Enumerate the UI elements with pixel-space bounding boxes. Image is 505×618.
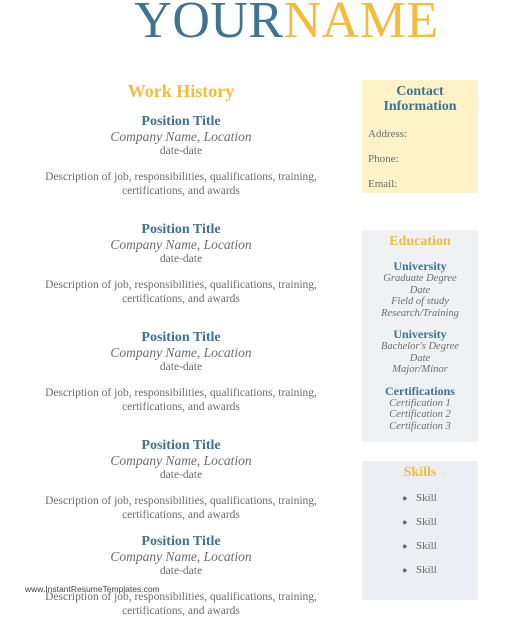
skills-title: Skills [362,461,478,480]
job-title: Position Title [35,438,327,453]
job-description [35,495,327,522]
certifications-title: Certifications [362,385,478,398]
job-title: Position Title [35,114,327,129]
email-label: Email: [368,178,478,190]
work-history-section [35,78,327,618]
job-company: Company Name, Location [35,345,327,361]
skill-item [402,564,478,576]
job-description-line: certifications, and awards [35,293,327,307]
job-description-line: certifications, and awards [35,605,327,618]
education-entry [362,260,478,319]
job-title: Position Title [35,222,327,237]
job-description-line: certifications, and awards [35,509,327,523]
job-date: date-date [35,145,327,158]
job-date: date-date [35,469,327,482]
university-name: University [362,260,478,273]
resume-header [0,0,505,52]
skill-label: Skill [416,492,437,504]
job-entry [35,330,327,414]
certification: Certification 1 [362,398,478,410]
job-description-line: Description of job, responsibilities, qualifications, training, [35,591,327,605]
certification: Certification 2 [362,409,478,421]
skill-item [402,516,478,528]
job-entry [35,222,327,306]
job-entry [35,114,327,198]
address-label: Address: [368,128,478,140]
field-of-study: Field of study [362,296,478,308]
certification: Certification 3 [362,421,478,433]
job-title: Position Title [35,534,327,549]
bullet-icon: ● [402,492,416,504]
job-entry [35,438,327,522]
job-date: date-date [35,361,327,374]
research-training: Research/Training [362,308,478,320]
job-company: Company Name, Location [35,453,327,469]
name-last: NAME [284,0,439,49]
skill-item [402,540,478,552]
degree-date: Date [362,353,478,365]
education-entry [362,328,478,376]
education-title: Education [362,230,478,249]
bullet-icon: ● [402,540,416,552]
job-company: Company Name, Location [35,237,327,253]
education-panel [362,230,478,442]
contact-title-line: Contact [362,84,478,99]
skill-item [402,492,478,504]
skill-label: Skill [416,516,437,528]
major-minor: Major/Minor [362,364,478,376]
bullet-icon: ● [402,564,416,576]
job-description [35,591,327,618]
skill-list [362,492,478,576]
job-company: Company Name, Location [35,549,327,565]
job-description-line: certifications, and awards [35,185,327,199]
job-description-line: Description of job, responsibilities, qualifications, training, [35,279,327,293]
job-description-line: Description of job, responsibilities, qualifications, training, [35,171,327,185]
job-company: Company Name, Location [35,129,327,145]
skills-panel [362,461,478,600]
skill-label: Skill [416,540,437,552]
job-description-line: Description of job, responsibilities, qualifications, training, [35,495,327,509]
name-first: YOUR [134,0,283,49]
job-description [35,171,327,198]
bullet-icon: ● [402,516,416,528]
footer-url: www.InstantResumeTemplates.com [25,584,160,594]
contact-title [362,80,478,114]
contact-title-line: Information [362,99,478,114]
certifications-entry [362,385,478,433]
degree-date: Date [362,285,478,297]
contact-panel [362,80,478,193]
work-history-title: Work History [35,78,327,104]
job-date: date-date [35,565,327,578]
job-date: date-date [35,253,327,266]
job-title: Position Title [35,330,327,345]
contact-fields [362,128,478,190]
degree: Bachelor's Degree [362,341,478,353]
job-entry [35,534,327,618]
job-description [35,387,327,414]
skill-label: Skill [416,564,437,576]
job-description [35,279,327,306]
job-description-line: certifications, and awards [35,401,327,415]
phone-label: Phone: [368,153,478,165]
university-name: University [362,328,478,341]
job-description-line: Description of job, responsibilities, qualifications, training, [35,387,327,401]
degree: Graduate Degree [362,273,478,285]
